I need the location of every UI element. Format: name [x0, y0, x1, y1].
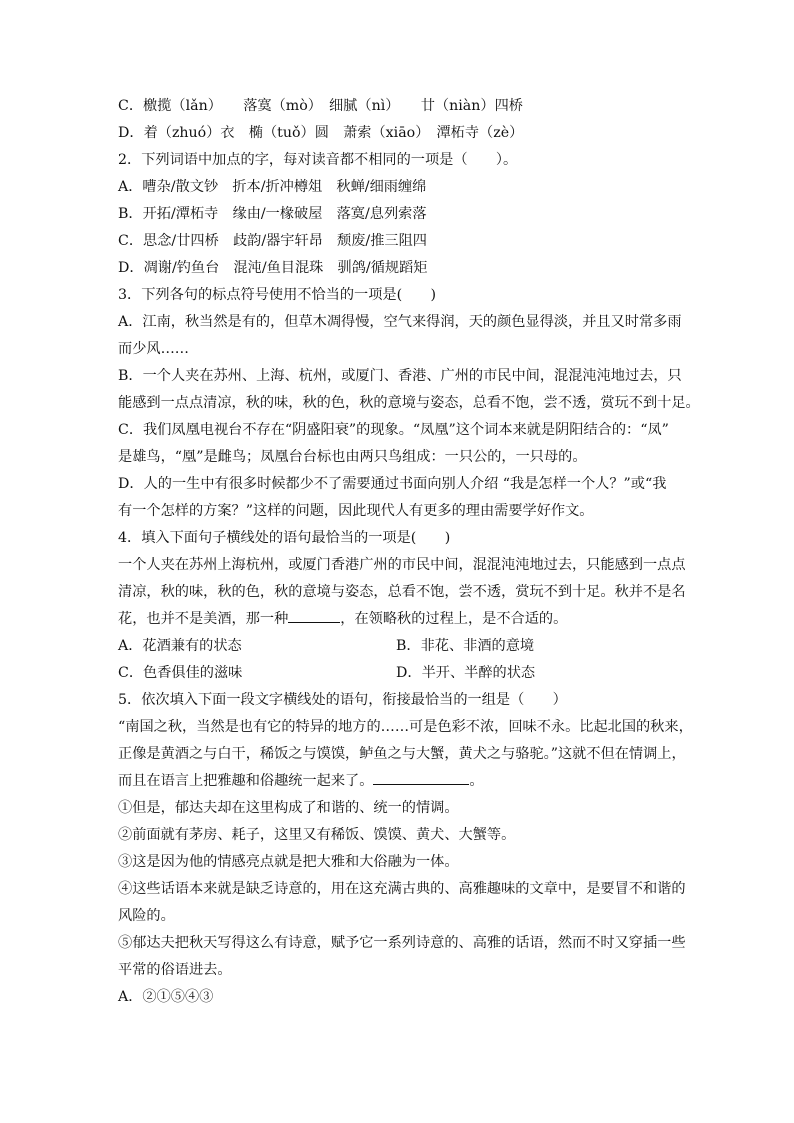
q5-passage-text-after: 。 [469, 773, 484, 789]
q4-stem: 4．填入下面句子横线处的语句最恰当的一项是( ) [118, 530, 451, 546]
q3-option-b-line2: 能感到一点点清凉，秋的味，秋的色，秋的意境与姿态，总看不饱，尝不透，赏玩不到十足。 [118, 395, 700, 411]
q2-option-c: C．思念/廿四桥 歧韵/器宇轩昂 颓废/推三阻四 [118, 233, 427, 249]
q4-passage-line2: 清凉，秋的味，秋的色，秋的意境与姿态，总看不饱，尝不透，赏玩不到十足。秋并不是名 [118, 584, 686, 600]
q4-option-c: C．色香俱佳的滋味 [118, 665, 243, 681]
q3-option-d-line2: 有一个怎样的方案？”这样的问题，因此现代人有更多的理由需要学好作文。 [118, 503, 594, 519]
q5-item-4-line1: ④这些话语本来就是缺乏诗意的，用在这充满古典的、高雅趣味的文章中，是要冒不和谐的 [118, 881, 686, 897]
q2-option-b: B．开拓/潭柘寺 缘由/一椽破屋 落寞/息列索落 [118, 206, 427, 222]
q4-option-d: D．半开、半醉的状态 [396, 665, 536, 681]
q5-item-5-line2: 平常的俗语进去。 [118, 962, 232, 978]
q5-item-3: ③这是因为他的情感亮点就是把大雅和大俗融为一体。 [118, 854, 459, 870]
q5-item-4-line2: 风险的。 [118, 908, 175, 924]
q5-item-5-line1: ⑤郁达夫把秋天写得这么有诗意，赋予它一系列诗意的、高雅的话语，然而不时又穿插一些 [118, 935, 686, 951]
q5-passage-line2: 正像是黄酒之与白干，稀饭之与馍馍，鲈鱼之与大蟹，黄犬之与骆驼。”这就不但在情调上， [118, 746, 686, 762]
q4-passage-text-after: ，在领略秋的过程上，是不合适的。 [340, 611, 568, 627]
q5-item-1: ①但是，郁达夫却在这里构成了和谐的、统一的情调。 [118, 800, 459, 816]
q4-option-b: B．非花、非酒的意境 [396, 638, 535, 654]
q3-option-a-line2: 而少风…… [118, 341, 189, 357]
q5-passage-line3 [118, 768, 704, 795]
q2-option-a: A．嘈杂/散文钞 折本/折冲樽俎 秋蝉/细雨缠绵 [118, 179, 427, 195]
q2-option-d: D．凋谢/钓鱼台 混沌/鱼目混珠 驯鸽/循规蹈矩 [118, 260, 428, 276]
q2-stem: 2．下列词语中加点的字，每对读音都不相同的一项是（ ）。 [118, 152, 518, 168]
q3-option-d-line1: D．人的一生中有很多时候都少不了需要通过书面向别人介绍 “我是怎样一个人？”或“我 [118, 476, 667, 492]
fill-blank-line [288, 608, 340, 623]
q4-option-a: A．花酒兼有的状态 [118, 638, 242, 654]
q4-options-row2 [118, 660, 704, 687]
q4-passage-text-before: 花，也并不是美酒，那一种 [118, 611, 289, 627]
q5-stem: 5．依次填入下面一段文字横线处的语句，衔接最恰当的一组是（ ） [118, 692, 567, 708]
q1-option-c: C．檄揽（lǎn） 落寞（mò） 细腻（nì） 廿（niàn）四桥 [118, 98, 523, 114]
q3-stem: 3．下列各句的标点符号使用不恰当的一项是( ) [118, 287, 437, 303]
q5-passage-text-before: 而且在语言上把雅趣和俗趣统一起来了。 [118, 773, 374, 789]
q1-option-d: D．着（zhuó）衣 椭（tuǒ）圆 萧索（xiāo） 潭柘寺（zè） [118, 125, 524, 141]
q4-passage-line3 [118, 606, 704, 633]
q3-option-b-line1: B．一个人夹在苏州、上海、杭州，或厦门、香港、广州的市民中间，混混沌沌地过去，只 [118, 368, 682, 384]
q5-passage-line1: “南国之秋，当然是也有它的特异的地方的……可是色彩不浓，回味不永。比起北国的秋来， [118, 719, 693, 735]
q3-option-c-line1: C．我们凤凰电视台不存在“阴盛阳衰”的现象。“凤凰”这个词本来就是阴阳结合的：“凤” [118, 422, 669, 438]
fill-blank-line [373, 770, 469, 785]
q3-option-c-line2: 是雄鸟，“凰”是雌鸟；凤凰台台标也由两只鸟组成：一只公的，一只母的。 [118, 449, 587, 465]
q3-option-a-line1: A．江南，秋当然是有的，但草木凋得慢，空气来得润，天的颜色显得淡，并且又时常多雨 [118, 314, 682, 330]
q5-option-a: A．②①⑤④③ [118, 989, 214, 1005]
q4-options-row1 [118, 633, 704, 660]
q5-item-2: ②前面就有茅房、耗子，这里又有稀饭、馍馍、黄犬、大蟹等。 [118, 827, 516, 843]
q4-passage-line1: 一个人夹在苏州上海杭州，或厦门香港广州的市民中间，混混沌沌地过去，只能感到一点点 [118, 557, 686, 573]
